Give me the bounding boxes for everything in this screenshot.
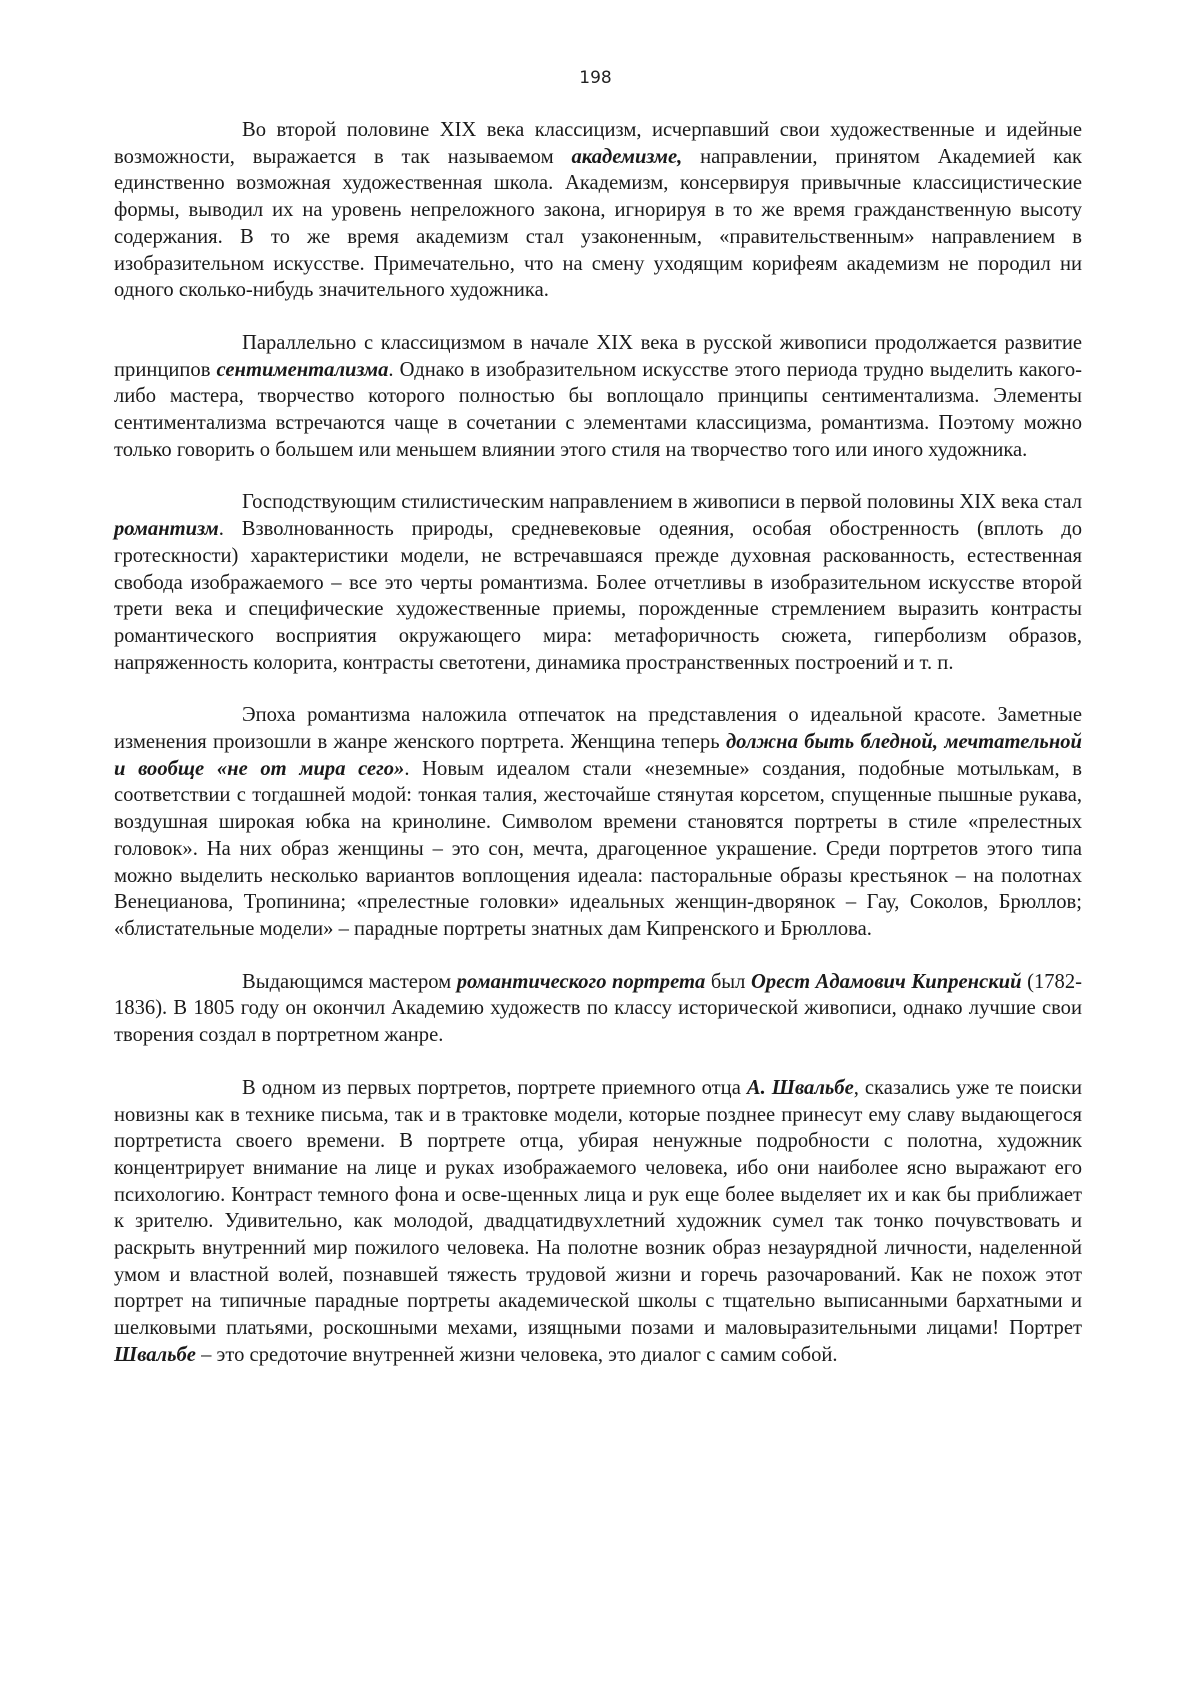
- emphasized-term: Швальбе: [114, 1343, 196, 1366]
- text-run: В одном из первых портретов, портрете приемного отца: [242, 1076, 747, 1099]
- text-run: Выдающимся мастером: [242, 970, 457, 993]
- text-run: . Новым идеалом стали «неземные» создания, подобные мотылькам, в соответствии с тогдашней модой: тонкая талия, жесточайше стянутая корсетом, спущенные пышные рукава, воздушная широкая юбка на кринолине. Символом времени становятся портреты в стиле «прелестных головок». На них образ женщины – это сон, мечта, драгоценное украшение. Среди портретов этого типа можно выделить несколько вариантов воплощения идеала: пасторальные образы крестьянок – на полотнах Венецианова, Тропинина; «прелестные головки» идеальных женщин-дворянок – Гау, Соколов, Брюллов; «блистательные модели» – парадные портреты знатных дам Кипренского и Брюллова.: [114, 757, 1082, 940]
- emphasized-term: А. Швальбе: [746, 1076, 854, 1099]
- paragraph-gap: [114, 943, 1082, 969]
- text-run: Во второй половине XIX века классицизм, исчерпавший свои художественные и идейные возможности, выражается в так называемом: [114, 119, 1082, 168]
- paragraph-gap: [114, 1049, 1082, 1075]
- paragraph: [114, 969, 1082, 1049]
- paragraph: [114, 489, 1082, 676]
- emphasized-term: академизме,: [571, 145, 683, 168]
- emphasized-term: романтического портрета: [456, 970, 706, 993]
- page-number: 198: [579, 68, 612, 88]
- emphasized-term: романтизм: [114, 518, 219, 541]
- text-run: был: [705, 970, 751, 993]
- text-run: направлении, принятом Академией как единственно возможная художественная школа. Академизм, консервируя привычные классицистические формы, выводил их на уровень непреложного закона, игнорируя в то же время гражданственную высоту содержания. В то же время академизм стал узаконенным, «правительственным» направлением в изобразительном искусстве. Примечательно, что на смену уходящим корифеям академизм не породил ни одного сколько-нибудь значительного художника.: [114, 145, 1082, 302]
- paragraph-gap: [114, 304, 1082, 330]
- text-run: (1782-1836). В 1805 году он окончил Академию художеств по классу исторической живописи, однако лучшие свои творения создал в портретном жанре.: [114, 970, 1082, 1047]
- text-run: Господствующим стилистическим направлением в живописи в первой половины XIX века стал: [242, 491, 1082, 514]
- emphasized-term: должна быть бледной, мечтательной и вообще «не от мира сего»: [114, 731, 1083, 780]
- text-run: . Взволнованность природы, средневековые одеяния, особая обостренность (вплоть до гротескности) характеристики модели, не встречавшаяся прежде духовная раскованность, естественная свобода изображаемого – все это черты романтизма. Более отчетливы в изобразительном искусстве второй трети века и специфические художественные приемы, порожденные стремлением выразить контрасты романтического восприятия окружающего мира: метафоричность сюжета, гиперболизм образов, напряженность колорита, контрасты светотени, динамика пространственных построений и т. п.: [114, 518, 1082, 674]
- paragraph: [114, 702, 1082, 942]
- body-text: [114, 117, 1082, 1369]
- text-run: – это средоточие внутренней жизни человека, это диалог с самим собой.: [195, 1343, 838, 1366]
- paragraph: [114, 117, 1082, 304]
- paragraph-gap: [114, 463, 1082, 489]
- emphasized-term: Орест Адамович Кипренский: [750, 970, 1022, 993]
- paragraph-gap: [114, 676, 1082, 702]
- text-run: Эпоха романтизма наложила отпечаток на представления о идеальной красоте. Заметные изменения произошли в жанре женского портрета. Женщина теперь: [114, 704, 1082, 754]
- paragraph: [114, 330, 1082, 464]
- emphasized-term: сентиментализма: [216, 358, 389, 381]
- text-run: . Однако в изобразительном искусстве этого периода трудно выделить какого-либо мастера, творчество которого полностью бы воплощало принципы сентиментализма. Элементы сентиментализма встречаются чаще в сочетании с элементами классицизма, романтизма. Поэтому можно только говорить о большем или меньшем влиянии этого стиля на творчество того или иного художника.: [114, 358, 1082, 461]
- paragraph: [114, 1075, 1082, 1369]
- text-run: Параллельно с классицизмом в начале XIX века в русской живописи продолжается развитие принципов: [114, 331, 1082, 381]
- text-run: , сказались уже те поиски новизны как в технике письма, так и в трактовке модели, которые позднее принесут ему славу выдающегося портретиста своего времени. В портрете отца, убирая ненужные подробности с полотна, художник концентрирует внимание на лице и руках изображаемого человека, ибо они наиболее ясно выражают его психологию. Контраст темного фона и осве-щенных лица и рук еще более выделяет их и как бы приближает к зрителю. Удивительно, как молодой, двадцатидвухлетний художник сумел так тонко почувствовать и раскрыть внутренний мир пожилого человека. На полотне возник образ незаурядной личности, наделенной умом и властной волей, познавшей тяжесть трудовой жизни и горечь разочарований. Как не похож этот портрет на типичные парадные портреты академической школы с тщательно выписанными бархатными и шелковыми платьями, роскошными мехами, изящными позами и маловыразительными лицами! Портрет: [114, 1076, 1082, 1340]
